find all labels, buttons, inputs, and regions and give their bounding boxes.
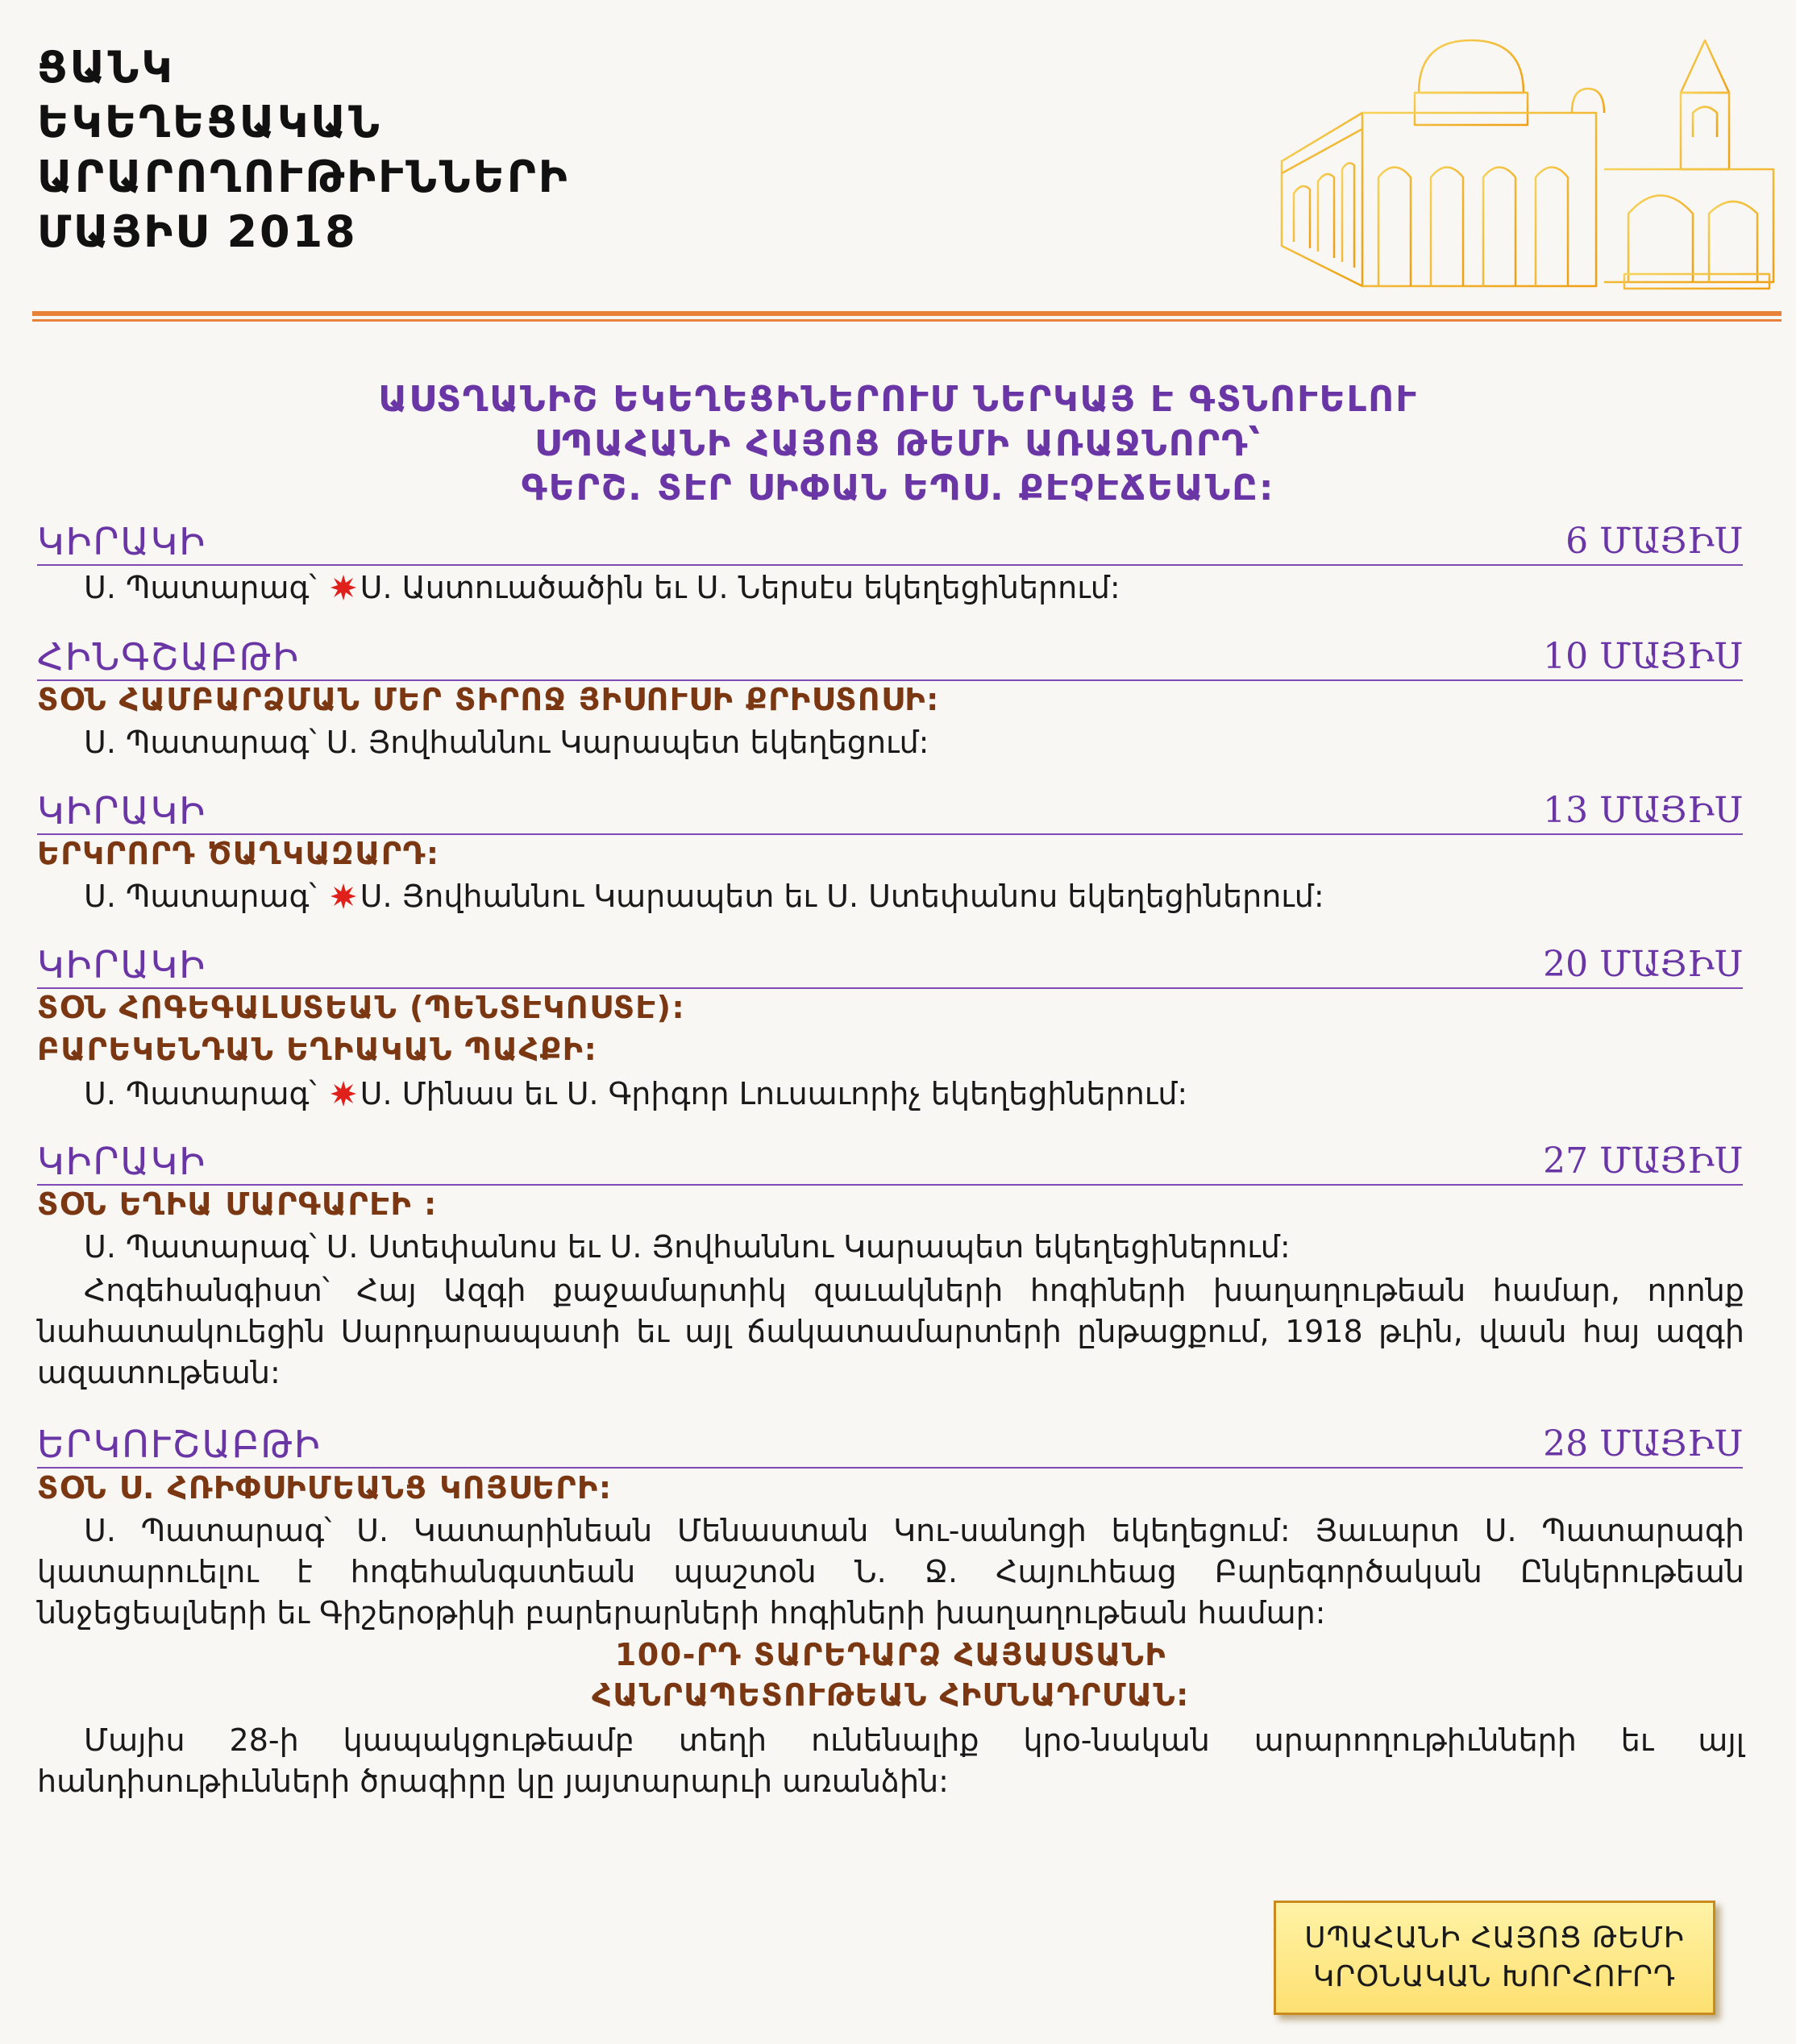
- service-line: [37, 876, 1791, 916]
- headline-line-3: ԳԵՐՇ. ՏԷՐ ՍԻՓԱՆ ԵՊՍ. ՔԷՉԷՃԵԱՆԸ:: [521, 467, 1275, 509]
- service-text: Ս. Յովհաննու Կարապետ եւ Ս. Ստեփանոս եկեղեցիներում:: [360, 879, 1324, 914]
- signature-line-1: ՍՊԱՀԱՆԻ ՀԱՅՈՑ ԹԵՄԻ: [1304, 1921, 1685, 1955]
- signature-line-2: ԿՐՕՆԱԿԱՆ ԽՈՐՀՈՒՐԴ: [1312, 1960, 1677, 1993]
- service-prefix: Ս. Պատարագ՝: [84, 1076, 326, 1111]
- feast-title: ՏՕՆ ՀՈԳԵԳԱԼՍՏԵԱՆ (ՊԵՆՏԷԿՈՍՏԷ):: [37, 990, 686, 1025]
- day-date: 6 ՄԱՅԻՍ: [1565, 521, 1743, 562]
- announcement-headline: [37, 377, 1759, 510]
- red-star-icon: [330, 574, 357, 601]
- service-paragraph: Ս. Պատարագ՝ Ս. Կատարինեան Մենաստան Կու-սանոցի եկեղեցում: Յաւարտ Ս. Պատարագի կատարուելու է հոգեհանգստեան պաշտօն Ն. Ջ. Հայուհեաց Բարեգործական Ընկերութեան ննջեցեալների եւ Գիշերօթիկի բարերարների հոգիների խաղաղութեան համար:: [37, 1513, 1744, 1631]
- title-line-2: ԵԿԵՂԵՑԱԿԱՆ: [37, 97, 382, 147]
- title-line-4: ՄԱՅԻՍ 2018: [37, 206, 358, 257]
- feast-title: ՏՕՆ ՀԱՄԲԱՐՁՄԱՆ ՄԵՐ ՏԻՐՈՋ ՅԻՍՈՒՍԻ ՔՐԻՍՏՈՍԻ:: [37, 682, 940, 717]
- day-header: [37, 633, 1743, 681]
- day-name: ԿԻՐԱԿԻ: [37, 789, 207, 833]
- title-line-3: ԱՐԱՐՈՂՈՒԹԻՒՆՆԵՐԻ: [37, 152, 570, 202]
- header-divider: [32, 311, 1781, 324]
- day-date: 10 ՄԱՅԻՍ: [1543, 636, 1743, 677]
- service-line: Ս. Պատարագ՝ Ս. Յովհաննու Կարապետ եկեղեցում:: [84, 725, 929, 760]
- closing-note: Մայիս 28-ի կապակցութեամբ տեղի ունենալիք կրօ-նական արարողութիւնների եւ այլ հանդիսութիւնների ծրագիրը կը յայտարարւի առանձին:: [37, 1722, 1744, 1799]
- feast-title: ԵՐԿՐՈՐԴ ԾԱՂԿԱԶԱՐԴ:: [37, 836, 440, 871]
- day-header: [37, 517, 1743, 566]
- anniversary-line-2: ՀԱՆՐԱՊԵՏՈՒԹԵԱՆ ՀԻՄՆԱԴՐՄԱՆ:: [592, 1677, 1190, 1713]
- day-date: 27 ՄԱՅԻՍ: [1543, 1140, 1743, 1182]
- day-name: ԵՐԿՈՒՇԱԲԹԻ: [37, 1423, 322, 1466]
- service-line: [37, 567, 1791, 608]
- day-date: 13 ՄԱՅԻՍ: [1543, 790, 1743, 831]
- anniversary-line-1: 100-ՐԴ ՏԱՐԵԴԱՐՁ ՀԱՅԱՍՏԱՆԻ: [614, 1637, 1167, 1672]
- day-name: ԿԻՐԱԿԻ: [37, 1140, 207, 1183]
- service-prefix: Ս. Պատարագ՝: [84, 570, 326, 605]
- feast-title: ՏՕՆ ԵՂԻԱ ՄԱՐԳԱՐԷԻ :: [37, 1186, 438, 1222]
- day-name: ԿԻՐԱԿԻ: [37, 943, 207, 987]
- signature-box: [1274, 1901, 1715, 2015]
- day-name: ՀԻՆԳՇԱԲԹԻ: [37, 635, 300, 679]
- red-star-icon: [330, 883, 357, 910]
- service-line: [37, 1074, 1791, 1114]
- day-header: [37, 941, 1743, 989]
- memorial-note: Հոգեհանգիստ՝ Հայ Ազգի քաջամարտիկ զաւակների հոգիների խաղաղութեան համար, որոնք նահատակուեցին Սարդարապատի եւ այլ ճակատամարտերի ընթացքում, 1918 թւին, վասն հայ ազգի ազատութեան:: [37, 1273, 1744, 1390]
- day-header: [37, 1137, 1743, 1186]
- divider-thick: [32, 311, 1781, 316]
- document-title: [37, 40, 570, 260]
- day-header: [37, 787, 1743, 835]
- red-star-icon: [330, 1080, 357, 1107]
- service-line: Ս. Պատարագ՝ Ս. Ստեփանոս եւ Ս. Յովհաննու Կարապետ եկեղեցիներում:: [84, 1229, 1291, 1265]
- day-date: 28 ՄԱՅԻՍ: [1543, 1423, 1743, 1464]
- feast-subtitle: ԲԱՐԵԿԵՆԴԱՆ ԵՂԻԱԿԱՆ ՊԱՀՔԻ:: [37, 1032, 598, 1067]
- headline-line-1: ԱՍՏՂԱՆԻՇ ԵԿԵՂԵՑԻՆԵՐՈՒՄ ՆԵՐԿԱՅ Է ԳՏՆՈՒԵԼՈՒ: [378, 379, 1418, 420]
- divider-thin: [32, 319, 1781, 322]
- feast-title: ՏՕՆ Ս. ՀՌԻՓՍԻՄԵԱՆՑ ԿՈՅՍԵՐԻ:: [37, 1470, 613, 1506]
- church-illustration: [1258, 16, 1781, 298]
- service-text: Ս. Աստուածածին եւ Ս. Ներսէս եկեղեցիներում:: [360, 570, 1120, 605]
- service-prefix: Ս. Պատարագ՝: [84, 879, 326, 914]
- title-line-1: ՑԱՆԿ: [37, 42, 175, 93]
- day-date: 20 ՄԱՅԻՍ: [1543, 944, 1743, 985]
- day-header: [37, 1420, 1743, 1469]
- service-text: Ս. Մինաս եւ Ս. Գրիգոր Լուսաւորիչ եկեղեցիներում:: [360, 1076, 1188, 1111]
- headline-line-2: ՍՊԱՀԱՆԻ ՀԱՅՈՑ ԹԵՄԻ ԱՌԱՋՆՈՐԴ՝: [534, 423, 1262, 464]
- day-name: ԿԻՐԱԿԻ: [37, 520, 207, 563]
